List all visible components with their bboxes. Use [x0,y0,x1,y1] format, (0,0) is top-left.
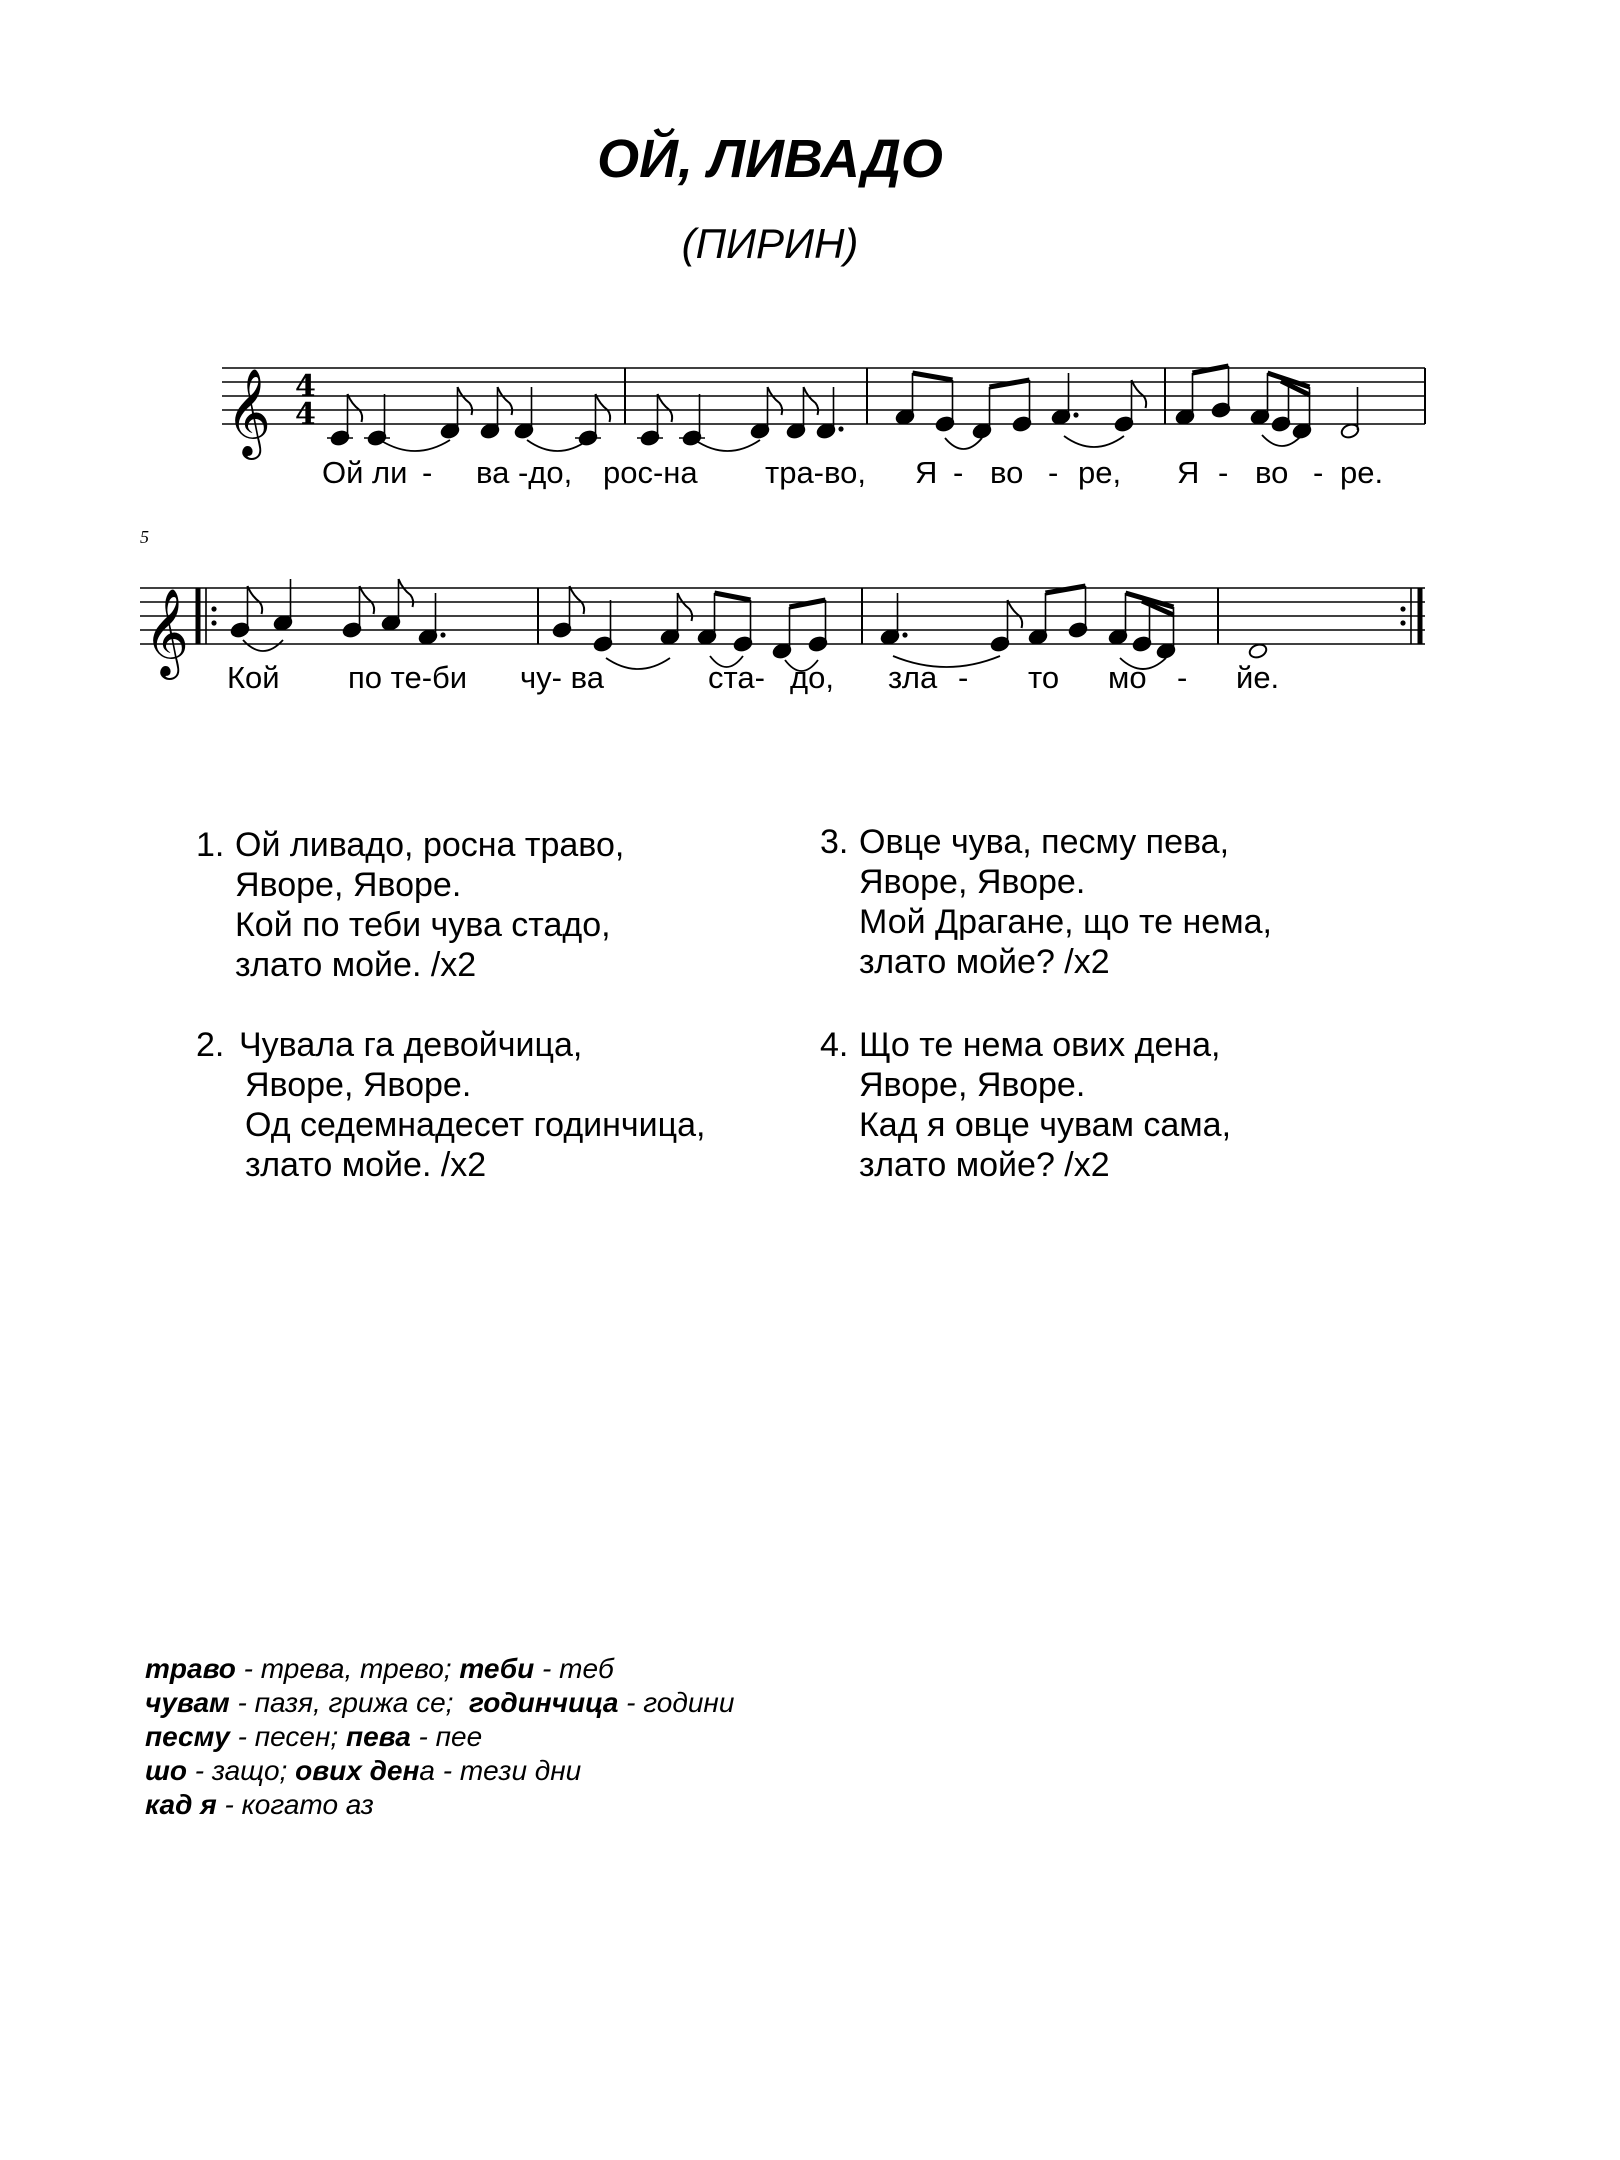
lyric-syllable: тра-во, [765,455,866,490]
stanza-number: 4. [820,1026,849,1064]
glossary-line [145,1754,734,1788]
staff-system-1 [0,300,1620,460]
glossary-definition: - пазя, грижа се; [229,1687,469,1718]
augmentation-dot [838,426,843,431]
lyrics-line-1 [0,455,1620,515]
glossary-term: траво [145,1653,236,1684]
slur [243,640,283,651]
notehead [1248,642,1268,659]
note-flag [248,586,263,614]
lyric-hyphen: - [1313,455,1324,490]
lyric-hyphen: - [1048,455,1059,490]
augmentation-dot [902,632,907,637]
glossary-term: шо [145,1755,187,1786]
lyric-syllable: Я [1177,455,1200,490]
stanza-line: Кой по теби чува стадо, [235,906,611,944]
glossary-line [145,1788,734,1822]
glossary-term: ових ден [295,1755,420,1786]
lyric-hyphen: - [422,455,433,490]
lyric-syllable: йе. [1236,660,1280,695]
slur [1064,436,1124,447]
glossary-definition: - трева, трево; [235,1653,460,1684]
stanza-line: Яворе, Яворе. [859,1066,1086,1104]
lyric-syllable: мо [1108,660,1147,695]
stanza-number: 2. [196,1026,225,1064]
measure-number: 5 [140,527,149,547]
stanza-line: Кад я овце чувам сама, [859,1106,1232,1144]
lyric-syllable: чу- ва [520,660,604,695]
lyric-syllable: Кой [227,660,280,695]
stanza-line: Од седемнадесет годинчица, [245,1106,706,1144]
beam [790,600,826,607]
augmentation-dot [440,632,445,637]
stanza-line: Чувала га девойчица, [239,1026,583,1064]
song-region: (ПИРИН) [681,220,859,267]
stanza-line: злато мойе. /х2 [245,1146,487,1184]
glossary-definition: - песен; [229,1721,346,1752]
augmentation-dot [1073,412,1078,417]
beam [1046,586,1086,593]
glossary-term: кад я [145,1789,217,1820]
stanza-line: злато мойе? /х2 [859,943,1110,981]
glossary-term: теби [459,1653,535,1684]
stanza-line: Яворе, Яворе. [235,866,462,904]
stanza-line: Що те нема ових дена, [859,1026,1221,1064]
glossary-definition: а - тези дни [419,1755,582,1786]
song-title: ОЙ, ЛИВАДО [597,129,943,189]
lyric-syllable: Ой ли [322,455,408,490]
lyric-syllable: зла [888,660,938,695]
glossary-term: чувам [145,1687,230,1718]
time-signature-top: 4 [295,369,316,404]
glossary-line [145,1686,734,1720]
glossary-term: годинчица [469,1687,619,1718]
notes-system-2 [230,579,1268,671]
stanza-line: Мой Драгане, що те нема, [859,903,1272,941]
slur [527,440,588,451]
glossary [145,1652,734,1822]
lyric-hyphen: - [958,660,969,695]
glossary-definition: - пее [410,1721,483,1752]
note-flag [570,586,585,614]
stanza-line: Овце чува, песму пева, [859,823,1230,861]
glossary-definition: - когато аз [216,1789,374,1820]
lyric-syllable: рос-на [603,455,698,490]
notes-system-1 [327,366,1360,451]
lyric-hyphen: - [953,455,964,490]
lyric-hyphen: - [1177,660,1188,695]
lyric-syllable: во [1255,455,1289,490]
beam [913,373,953,380]
stanza-line: Яворе, Яворе. [859,863,1086,901]
glossary-term: пева [345,1721,411,1752]
time-signature-bottom: 4 [295,397,316,432]
note-flag [1132,380,1147,408]
note-flag [1008,600,1023,628]
lyric-syllable: ре. [1340,455,1384,490]
glossary-line [145,1652,734,1686]
glossary-definition: - теб [534,1653,614,1684]
lyric-syllable: Я [915,455,938,490]
glossary-term: песму [145,1721,230,1752]
lyric-syllable: во [990,455,1024,490]
glossary-definition: - защо; [187,1755,296,1786]
stanza-line: Яворе, Яворе. [245,1066,472,1104]
slur [380,440,450,451]
stanza-line: злато мойе. /х2 [235,946,477,984]
stanza-number: 1. [196,826,225,864]
glossary-line [145,1720,734,1754]
treble-clef-icon: 𝄞 [226,367,271,456]
note-flag [360,586,375,614]
stanza-line: Ой ливадо, росна траво, [235,826,625,864]
beam [990,380,1030,387]
lyric-syllable: ре, [1078,455,1122,490]
glossary-definition: - години [618,1687,735,1718]
beam [715,593,751,600]
beam [1193,366,1229,373]
treble-clef-icon: 𝄞 [144,587,189,676]
lyric-syllable: то [1028,660,1060,695]
slur [945,438,982,449]
lyric-syllable: до, [790,660,834,695]
lyric-syllable: ва -до, [476,455,573,490]
stanza-number: 3. [820,823,849,861]
lyric-syllable: ста- [708,660,765,695]
lyric-syllable: по те-би [348,660,468,695]
stanza-line: злато мойе? /х2 [859,1146,1110,1184]
lyrics-line-2 [0,660,1620,720]
staff-system-2 [0,520,1620,680]
note-flag [596,394,611,422]
note-flag [658,394,673,422]
lyric-hyphen: - [1218,455,1229,490]
note-flag [348,394,363,422]
slur [695,440,760,451]
